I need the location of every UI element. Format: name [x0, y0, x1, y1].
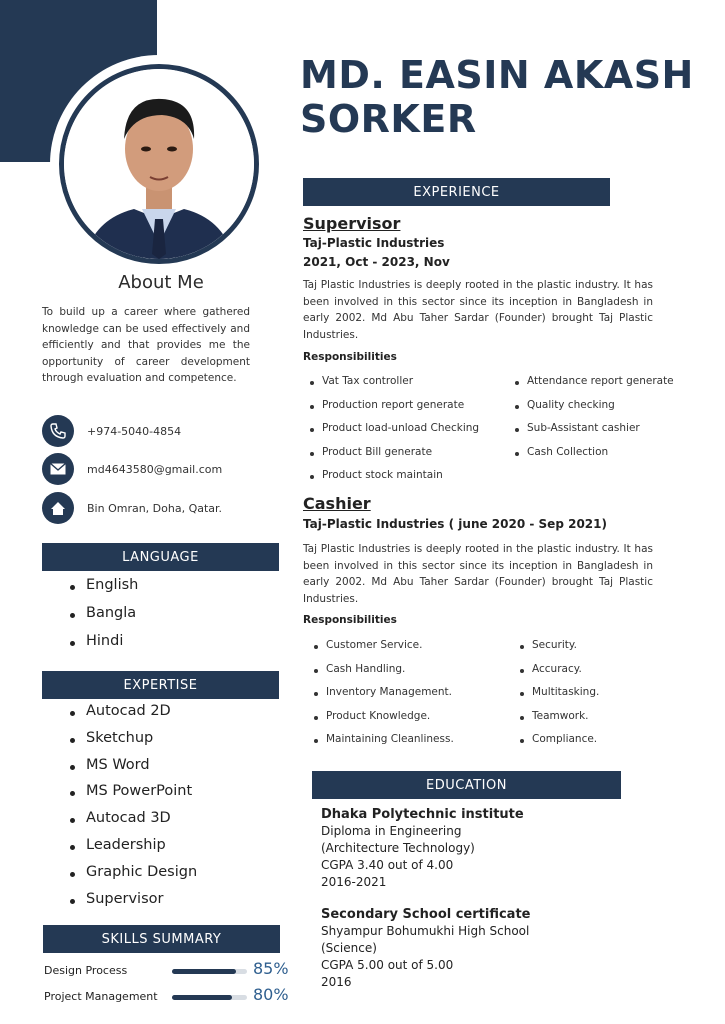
skill-bar-fill [172, 969, 236, 974]
education-line: CGPA 5.00 out of 5.00 [321, 958, 454, 972]
about-title: About Me [118, 272, 204, 293]
skill-percent: 85% [253, 959, 289, 978]
experience-header: EXPERIENCE [303, 178, 610, 206]
expertise-header: EXPERTISE [42, 671, 279, 699]
phone-icon [42, 415, 74, 447]
responsibilities-list [310, 375, 510, 493]
list-item: Hindi [70, 633, 280, 661]
education-item [321, 906, 651, 991]
education-school: Secondary School certificate [321, 907, 531, 922]
education-header: EDUCATION [312, 771, 621, 799]
job-description: Taj Plastic Industries is deeply rooted in the plastic industry. It has been involved in this sector since its inception in Bangladesh in early 2002. Md Abu Taher Sardar (Founder) brought Taj Plastic Industries. [303, 543, 653, 605]
contact-address [42, 492, 222, 524]
expertise-list [70, 703, 280, 917]
email-text: md4643580@gmail.com [87, 462, 223, 476]
education-line: 2016-2021 [321, 875, 387, 889]
skill-row [44, 961, 294, 981]
education-item [321, 806, 651, 891]
list-item: Autocad 3D [70, 810, 280, 837]
profile-photo [59, 64, 259, 264]
responsibilities-heading: Responsibilities [303, 614, 397, 626]
list-item: Production report generate [310, 399, 510, 423]
list-item: MS Word [70, 757, 280, 784]
list-item: Graphic Design [70, 864, 280, 891]
job-description: Taj Plastic Industries is deeply rooted in the plastic industry. It has been involved in this sector since its inception in Bangladesh in early 2002. Md Abu Taher Sardar (Founder) brought Taj Plastic Industries. [303, 279, 653, 341]
responsibilities-heading: Responsibilities [303, 351, 397, 363]
job-company: Taj-Plastic Industries ( june 2020 - Sep 2021) [303, 517, 607, 531]
language-header: LANGUAGE [42, 543, 279, 571]
contact-phone [42, 415, 181, 447]
candidate-name: MD. EASIN AKASH SORKER [300, 53, 694, 141]
list-item: Autocad 2D [70, 703, 280, 730]
list-item: Maintaining Cleanliness. [314, 733, 514, 757]
job-company: Taj-Plastic Industries [303, 236, 445, 250]
skill-bar [172, 995, 247, 1000]
job-title: Supervisor [303, 214, 401, 233]
education-line: (Science) [321, 941, 377, 955]
list-item: Sub-Assistant cashier [515, 422, 700, 446]
list-item: Product stock maintain [310, 469, 510, 493]
list-item: Multitasking. [520, 686, 690, 710]
contact-email [42, 453, 222, 485]
responsibilities-list [520, 639, 690, 757]
list-item: English [70, 577, 280, 605]
education-line: CGPA 3.40 out of 4.00 [321, 858, 454, 872]
list-item: Leadership [70, 837, 280, 864]
language-list [70, 577, 280, 661]
skill-label: Design Process [44, 964, 128, 977]
skill-row [44, 987, 294, 1007]
list-item: Product Knowledge. [314, 710, 514, 734]
list-item: Security. [520, 639, 690, 663]
list-item: Customer Service. [314, 639, 514, 663]
address-text: Bin Omran, Doha, Qatar. [87, 501, 223, 515]
skill-bar [172, 969, 247, 974]
skill-percent: 80% [253, 985, 289, 1004]
list-item: Product Bill generate [310, 446, 510, 470]
responsibilities-list [314, 639, 514, 757]
mail-icon [42, 453, 74, 485]
education-line: Shyampur Bohumukhi High School [321, 924, 530, 938]
list-item: Quality checking [515, 399, 700, 423]
list-item: Accuracy. [520, 663, 690, 687]
list-item: Supervisor [70, 891, 280, 918]
list-item: Bangla [70, 605, 280, 633]
list-item: Compliance. [520, 733, 690, 757]
list-item: Vat Tax controller [310, 375, 510, 399]
list-item: Product load-unload Checking [310, 422, 510, 446]
about-text: To build up a career where gathered knowledge can be used effectively and efficiently and that provides me the opportunity of career development through evaluation and competence. [42, 306, 250, 384]
list-item: Inventory Management. [314, 686, 514, 710]
home-icon [42, 492, 74, 524]
list-item: Cash Handling. [314, 663, 514, 687]
education-school: Dhaka Polytechnic institute [321, 807, 524, 822]
list-item: Sketchup [70, 730, 280, 757]
phone-text: +974-5040-4854 [87, 424, 182, 438]
skills-header: SKILLS SUMMARY [43, 925, 280, 953]
job-date: 2021, Oct - 2023, Nov [303, 255, 450, 269]
education-line: 2016 [321, 975, 352, 989]
education-line: (Architecture Technology) [321, 841, 475, 855]
skill-bar-fill [172, 995, 232, 1000]
list-item: MS PowerPoint [70, 783, 280, 810]
responsibilities-list [515, 375, 700, 469]
list-item: Cash Collection [515, 446, 700, 470]
list-item: Attendance report generate [515, 375, 700, 399]
list-item: Teamwork. [520, 710, 690, 734]
job-title: Cashier [303, 494, 371, 513]
education-line: Diploma in Engineering [321, 824, 462, 838]
skill-label: Project Management [44, 990, 158, 1003]
